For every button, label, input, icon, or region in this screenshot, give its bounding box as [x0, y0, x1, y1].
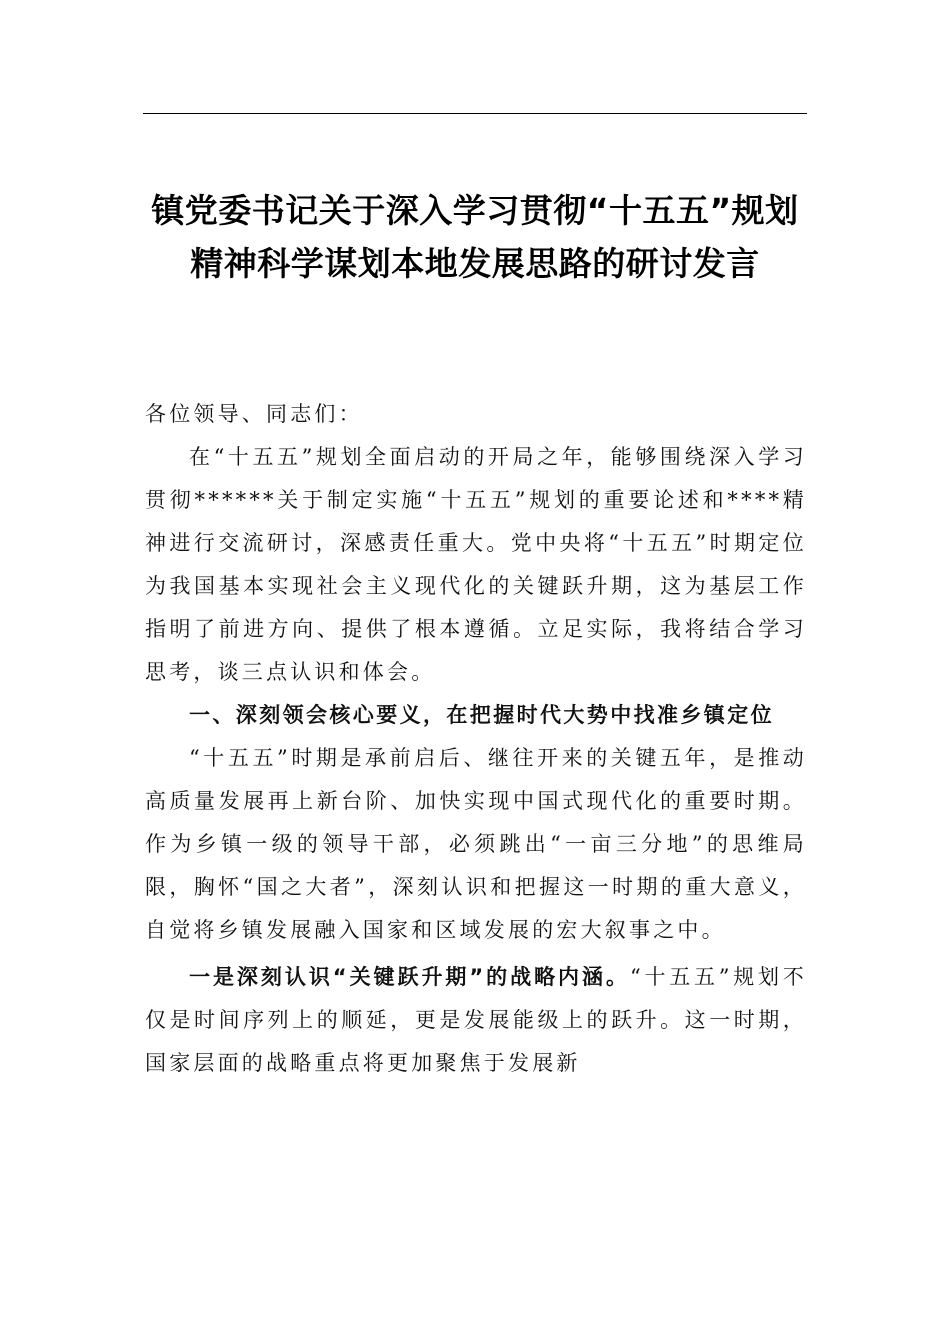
- paragraph-intro: 在“十五五”规划全面启动的开局之年，能够围绕深入学习贯彻******关于制定实施“十五五”规划的重要论述和****精神进行交流研讨，深感责任重大。党中央将“十五五”时期定位为我国基本实现社会主义现代化的关键跃升期，这为基层工作指明了前进方向、提供了根本遵循。立足实际，我将结合学习思考，谈三点认识和体会。: [145, 445, 807, 684]
- header-rule: [143, 113, 807, 114]
- paragraph-point-1: [145, 956, 807, 1085]
- section-heading-1: 一、深刻领会核心要义，在把握时代大势中找准乡镇定位: [189, 703, 774, 727]
- salutation: 各位领导、同志们：: [145, 402, 363, 426]
- paragraph-section-1: “十五五”时期是承前启后、继往开来的关键五年，是推动高质量发展再上新台阶、加快实现中国式现代化的重要时期。作为乡镇一级的领导干部，必须跳出“一亩三分地”的思维局限，胸怀“国之大者”，深刻认识和把握这一时期的重大意义，自觉将乡镇发展融入国家和区域发展的宏大叙事之中。: [145, 746, 807, 942]
- point-1-lead: 一是深刻认识“关键跃升期”的战略内涵。: [189, 965, 630, 989]
- document-title: 镇党委书记关于深入学习贯彻“十五五”规划精神科学谋划本地发展思路的研讨发言: [151, 191, 799, 283]
- point-1-text: “十五五”规划不仅是时间序列上的顺延，更是发展能级上的跃升。这一时期，国家层面的战略重点将更加聚焦于发展新: [145, 965, 808, 1075]
- document-body: [145, 393, 807, 1085]
